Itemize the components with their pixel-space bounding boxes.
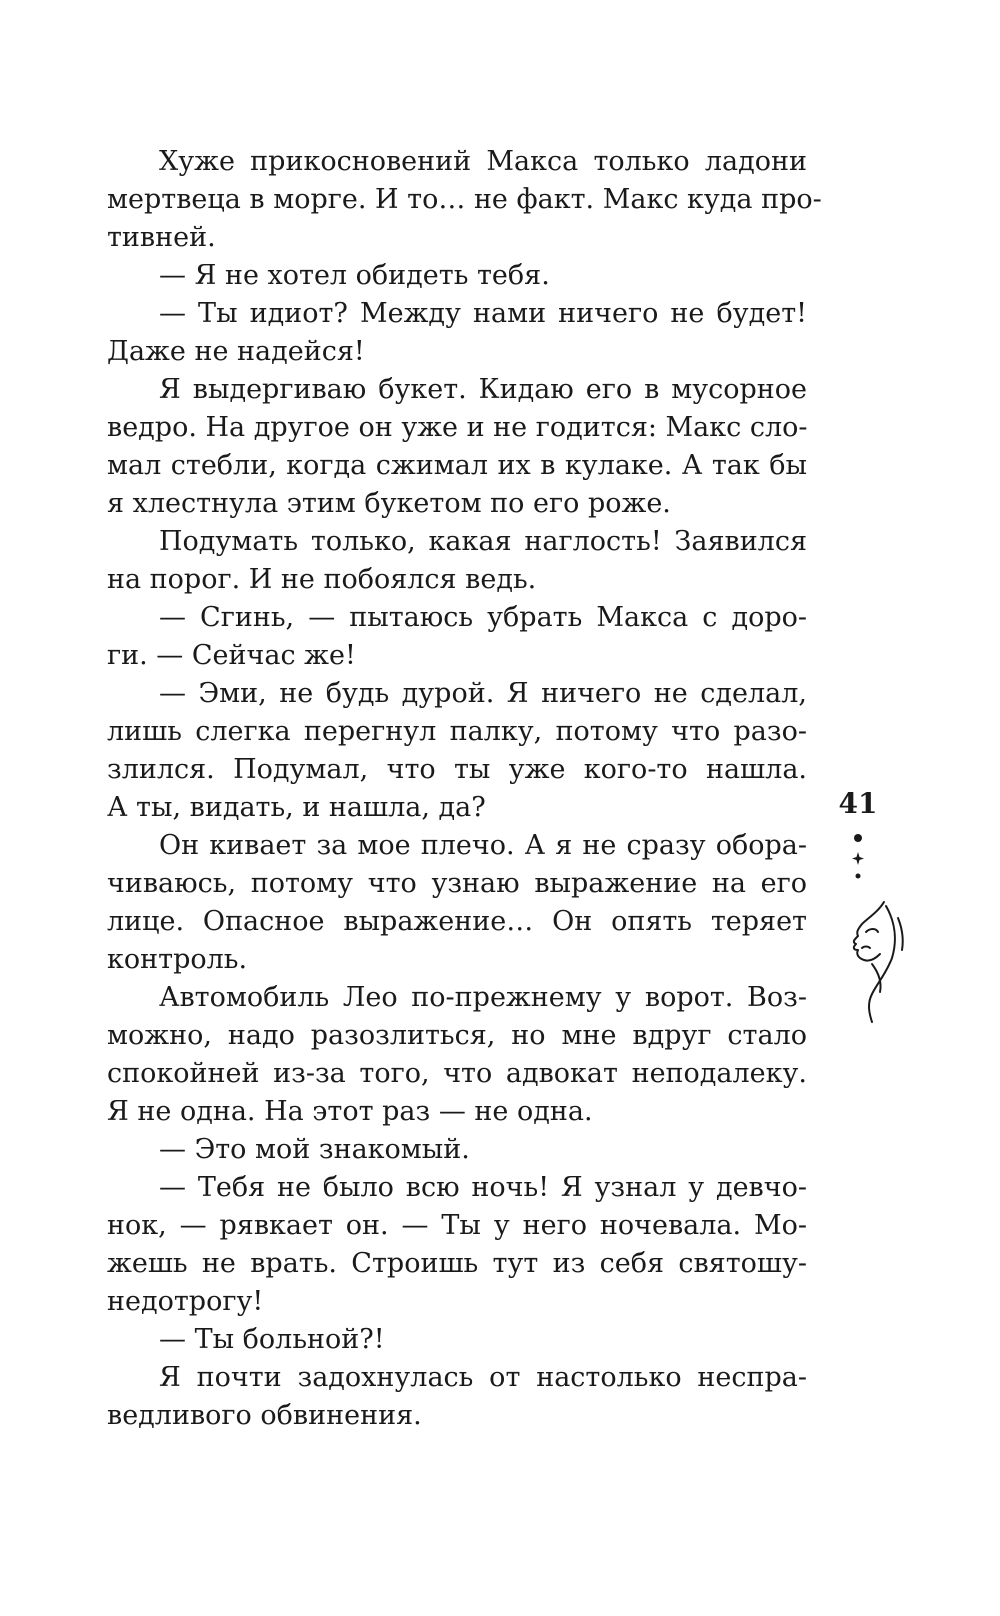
text-line: мертвеца в морге. И то… не факт. Макс куда про- [107, 184, 822, 215]
text-line: лишь слегка перегнул палку, потому что разо- [107, 716, 807, 747]
text-line: Автомобиль Лео по-прежнему у ворот. Воз- [159, 982, 807, 1013]
text-line: ги. — Сейчас же! [107, 640, 356, 671]
text-line: спокойней из-за того, что адвокат неподалеку. [107, 1058, 807, 1089]
paragraph [107, 257, 807, 295]
paragraph [107, 827, 807, 979]
paragraph [107, 371, 807, 523]
text-line: — Ты больной?! [159, 1324, 385, 1355]
text-line: можно, надо разозлиться, но мне вдруг стало [107, 1020, 807, 1051]
text-line: А ты, видать, и нашла, да? [107, 792, 486, 823]
body-text [107, 143, 822, 1435]
dot-star-ornament-icon [840, 832, 876, 882]
face-line-art-icon [828, 898, 920, 1026]
text-line: на порог. И не побоялся ведь. [107, 564, 537, 595]
paragraph [107, 1131, 807, 1169]
text-line: недотрогу! [107, 1286, 264, 1317]
text-line: — Тебя не было всю ночь! Я узнал у девчо- [159, 1172, 807, 1203]
text-line: Я выдергиваю букет. Кидаю его в мусорное [159, 374, 807, 405]
paragraph [107, 1321, 807, 1359]
text-line: Я почти задохнулась от настолько неспра- [159, 1362, 807, 1393]
paragraph [107, 979, 807, 1131]
text-line: — Эми, не будь дурой. Я ничего не сделал, [159, 678, 807, 709]
text-line: ведливого обвинения. [107, 1400, 422, 1431]
text-line: — Сгинь, — пытаюсь убрать Макса с доро- [159, 602, 807, 633]
text-line: Я не одна. На этот раз — не одна. [107, 1096, 593, 1127]
text-line: — Ты идиот? Между нами ничего не будет! [159, 298, 807, 329]
text-line: я хлестнула этим букетом по его роже. [107, 488, 671, 519]
text-line: лице. Опасное выражение… Он опять теряет [107, 906, 807, 937]
text-line: Хуже прикосновений Макса только ладони [159, 146, 807, 177]
paragraph [107, 675, 807, 827]
text-line: чиваюсь, потому что узнаю выражение на его [107, 868, 807, 899]
text-line: Он кивает за мое плечо. А я не сразу обора- [159, 830, 807, 861]
text-line: злился. Подумал, что ты уже кого-то нашла. [107, 754, 807, 785]
text-line: ведро. На другое он уже и не годится: Макс сло- [107, 412, 808, 443]
text-line: нок, — рявкает он. — Ты у него ночевала. Мо- [107, 1210, 807, 1241]
text-line: контроль. [107, 944, 248, 975]
paragraph [107, 1169, 807, 1321]
paragraph [107, 599, 807, 675]
text-line: Подумать только, какая наглость! Заявился [159, 526, 807, 557]
text-line: жешь не врать. Строишь тут из себя святошу- [107, 1248, 807, 1279]
text-line: — Это мой знакомый. [159, 1134, 470, 1165]
text-line: Даже не надейся! [107, 336, 365, 367]
paragraph [107, 523, 807, 599]
text-line: — Я не хотел обидеть тебя. [159, 260, 550, 291]
text-line: мал стебли, когда сжимал их в кулаке. А так бы [107, 450, 807, 481]
page-number: 41 [838, 787, 878, 820]
text-line: тивней. [107, 222, 216, 253]
paragraph [107, 295, 807, 371]
paragraph [107, 1359, 807, 1435]
paragraph [107, 143, 822, 257]
